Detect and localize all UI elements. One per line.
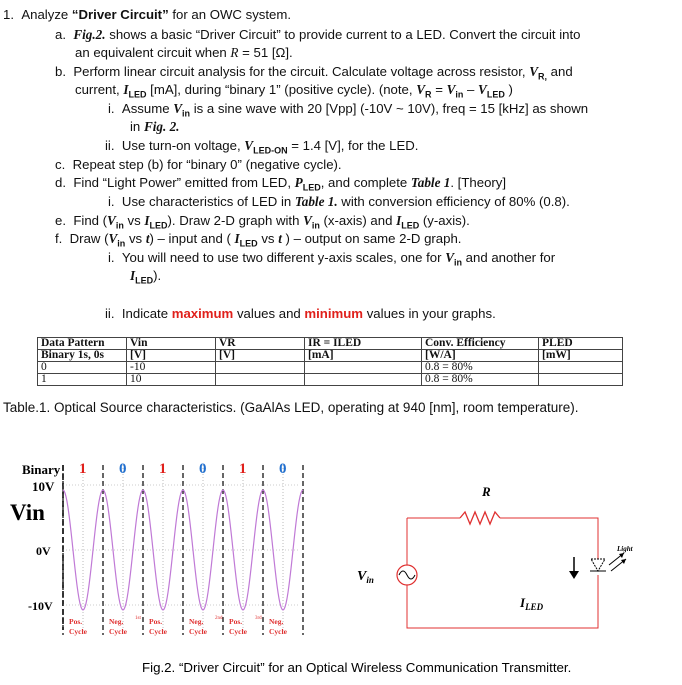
table-cell: 1 [38, 374, 127, 386]
item-b-ii: ii. Use turn-on voltage, $V_{LED-ON} = 1.4$ [V], for the LED. [105, 138, 419, 156]
table-cell: 0 [38, 362, 127, 374]
cycle-ordinal: 3rd [255, 616, 262, 621]
item-b-i: i. Assume $V_{in}$ is a sine wave with 20 [Vpp] (-10V ~ 10V), freq = 15 [kHz] as shown [108, 101, 589, 119]
table-cell: 0.8 = 80% [422, 374, 539, 386]
iled-label: $I_{LED}$ [520, 595, 544, 612]
item-b-cont: current, $I_{LED}$ [mA], during “binary 1” (positive cycle). (note, $V_R = V_{in} - V_{LED}$ ) [75, 82, 513, 100]
table-caption: Table.1. Optical Source characteristics. (GaAlAs LED, operating at 940 [nm], room temperature). [3, 400, 579, 415]
table-cell [539, 374, 623, 386]
item-d-i: i. Use characteristics of LED in Table 1. with conversion efficiency of 80% (0.8). [108, 194, 570, 209]
light-arrow-head-1 [619, 553, 624, 558]
item-e: e. Find ($V_{in}$ vs $I_{LED}$). Draw 2-D graph with $V_{in}$ (x-axis) and $I_{LED}$ (y-axis). [55, 213, 470, 231]
y-label-bot: -10V [28, 599, 53, 613]
bit-label: 1 [79, 461, 87, 477]
sine-wave-plot [10, 461, 303, 636]
cycle-label: Cycle [149, 627, 167, 636]
y-label-mid: 0V [36, 544, 51, 558]
table-header-cell: VR [216, 338, 305, 350]
circuit-wire [407, 518, 598, 628]
table-header-cell: Conv. Efficiency [422, 338, 539, 350]
table-header-cell: [mW] [539, 350, 623, 362]
cycle-label: Cycle [269, 627, 287, 636]
table-cell [216, 374, 305, 386]
cycle-polarity-label: Pos. [149, 617, 163, 626]
table-header-cell: IR = ILED [305, 338, 422, 350]
resistor-label: R [482, 484, 491, 499]
table-header-cell: Vin [127, 338, 216, 350]
bit-label: 1 [239, 461, 247, 477]
item-b-i-cont: in Fig. 2. [130, 119, 180, 134]
cycle-label: Cycle [69, 627, 87, 636]
cycle-polarity-label: Neg. [109, 617, 124, 626]
table-header-row-1 [38, 338, 623, 350]
table-cell [216, 362, 305, 374]
item-d: d. Find “Light Power” emitted from LED, $P_{LED}$, and complete Table 1. [Theory] [55, 175, 507, 193]
table-header-cell: Binary 1s, 0s [38, 350, 127, 362]
bit-label: 0 [279, 461, 287, 477]
driver-circuit [357, 484, 634, 628]
item-f-ii: ii. Indicate maximum values and minimum values in your graphs. [105, 306, 496, 321]
vin-axis-label: Vin [10, 500, 45, 525]
table-header-cell: [mA] [305, 350, 422, 362]
binary-label: Binary [22, 462, 61, 477]
cycle-polarity-label: Neg. [269, 617, 284, 626]
item-f-i: i. You will need to use two different y-axis scales, one for $V_{in}$ and another for [108, 250, 556, 268]
item-c: c. Repeat step (b) for “binary 0” (negative cycle). [55, 157, 342, 172]
resistor [460, 512, 500, 524]
figure-caption: Fig.2. “Driver Circuit” for an Optical Wireless Communication Transmitter. [142, 660, 572, 675]
table-cell: -10 [127, 362, 216, 374]
table-cell [305, 374, 422, 386]
table-header-cell: [V] [216, 350, 305, 362]
item-f-i-cont: $I_{LED}$). [130, 268, 162, 286]
cycle-label: Cycle [109, 627, 127, 636]
figure-2 [0, 425, 682, 685]
table-header-row-2 [38, 350, 623, 362]
table-header-cell: PLED [539, 338, 623, 350]
item-b: b. Perform linear circuit analysis for the circuit. Calculate voltage across resistor, $V_{R,}$ and [55, 64, 573, 82]
cycle-polarity-label: Pos. [69, 617, 83, 626]
cycle-ordinal: 2nd [215, 616, 223, 621]
item-a: a. Fig.2. shows a basic “Driver Circuit” to provide current to a LED. Convert the circuit into [55, 27, 581, 42]
led-diode [591, 559, 605, 571]
y-label-top: 10V [32, 479, 55, 494]
light-arrow-head-2 [621, 559, 626, 564]
bit-label: 0 [199, 461, 207, 477]
table-header-cell: Data Pattern [38, 338, 127, 350]
bit-label: 0 [119, 461, 127, 477]
table-cell: 0.8 = 80% [422, 362, 539, 374]
table-row [38, 362, 623, 374]
bit-label: 1 [159, 461, 167, 477]
cycle-label: Cycle [229, 627, 247, 636]
cycle-polarity-label: Neg. [189, 617, 204, 626]
table-cell [539, 362, 623, 374]
cycle-label: Cycle [189, 627, 207, 636]
item-a-cont: an equivalent circuit when R = 51 [Ω]. [75, 45, 293, 60]
source-label: $V_{in}$ [357, 569, 374, 585]
question-header: 1. Analyze “Driver Circuit” for an OWC system. [3, 7, 292, 22]
cycle-polarity-label: Pos. [229, 617, 243, 626]
table-header-cell: [W/A] [422, 350, 539, 362]
table-row [38, 374, 623, 386]
table-header-cell: [V] [127, 350, 216, 362]
table-cell: 10 [127, 374, 216, 386]
table-cell [305, 362, 422, 374]
cycle-ordinal: 1st [135, 616, 141, 621]
led-characteristics-table [37, 337, 623, 386]
light-label: Light [617, 545, 633, 553]
item-f: f. Draw ($V_{in}$ vs t) – input and ( $I_{LED}$ vs t ) – output on same 2-D graph. [55, 231, 462, 249]
current-arrow-head [569, 571, 579, 579]
